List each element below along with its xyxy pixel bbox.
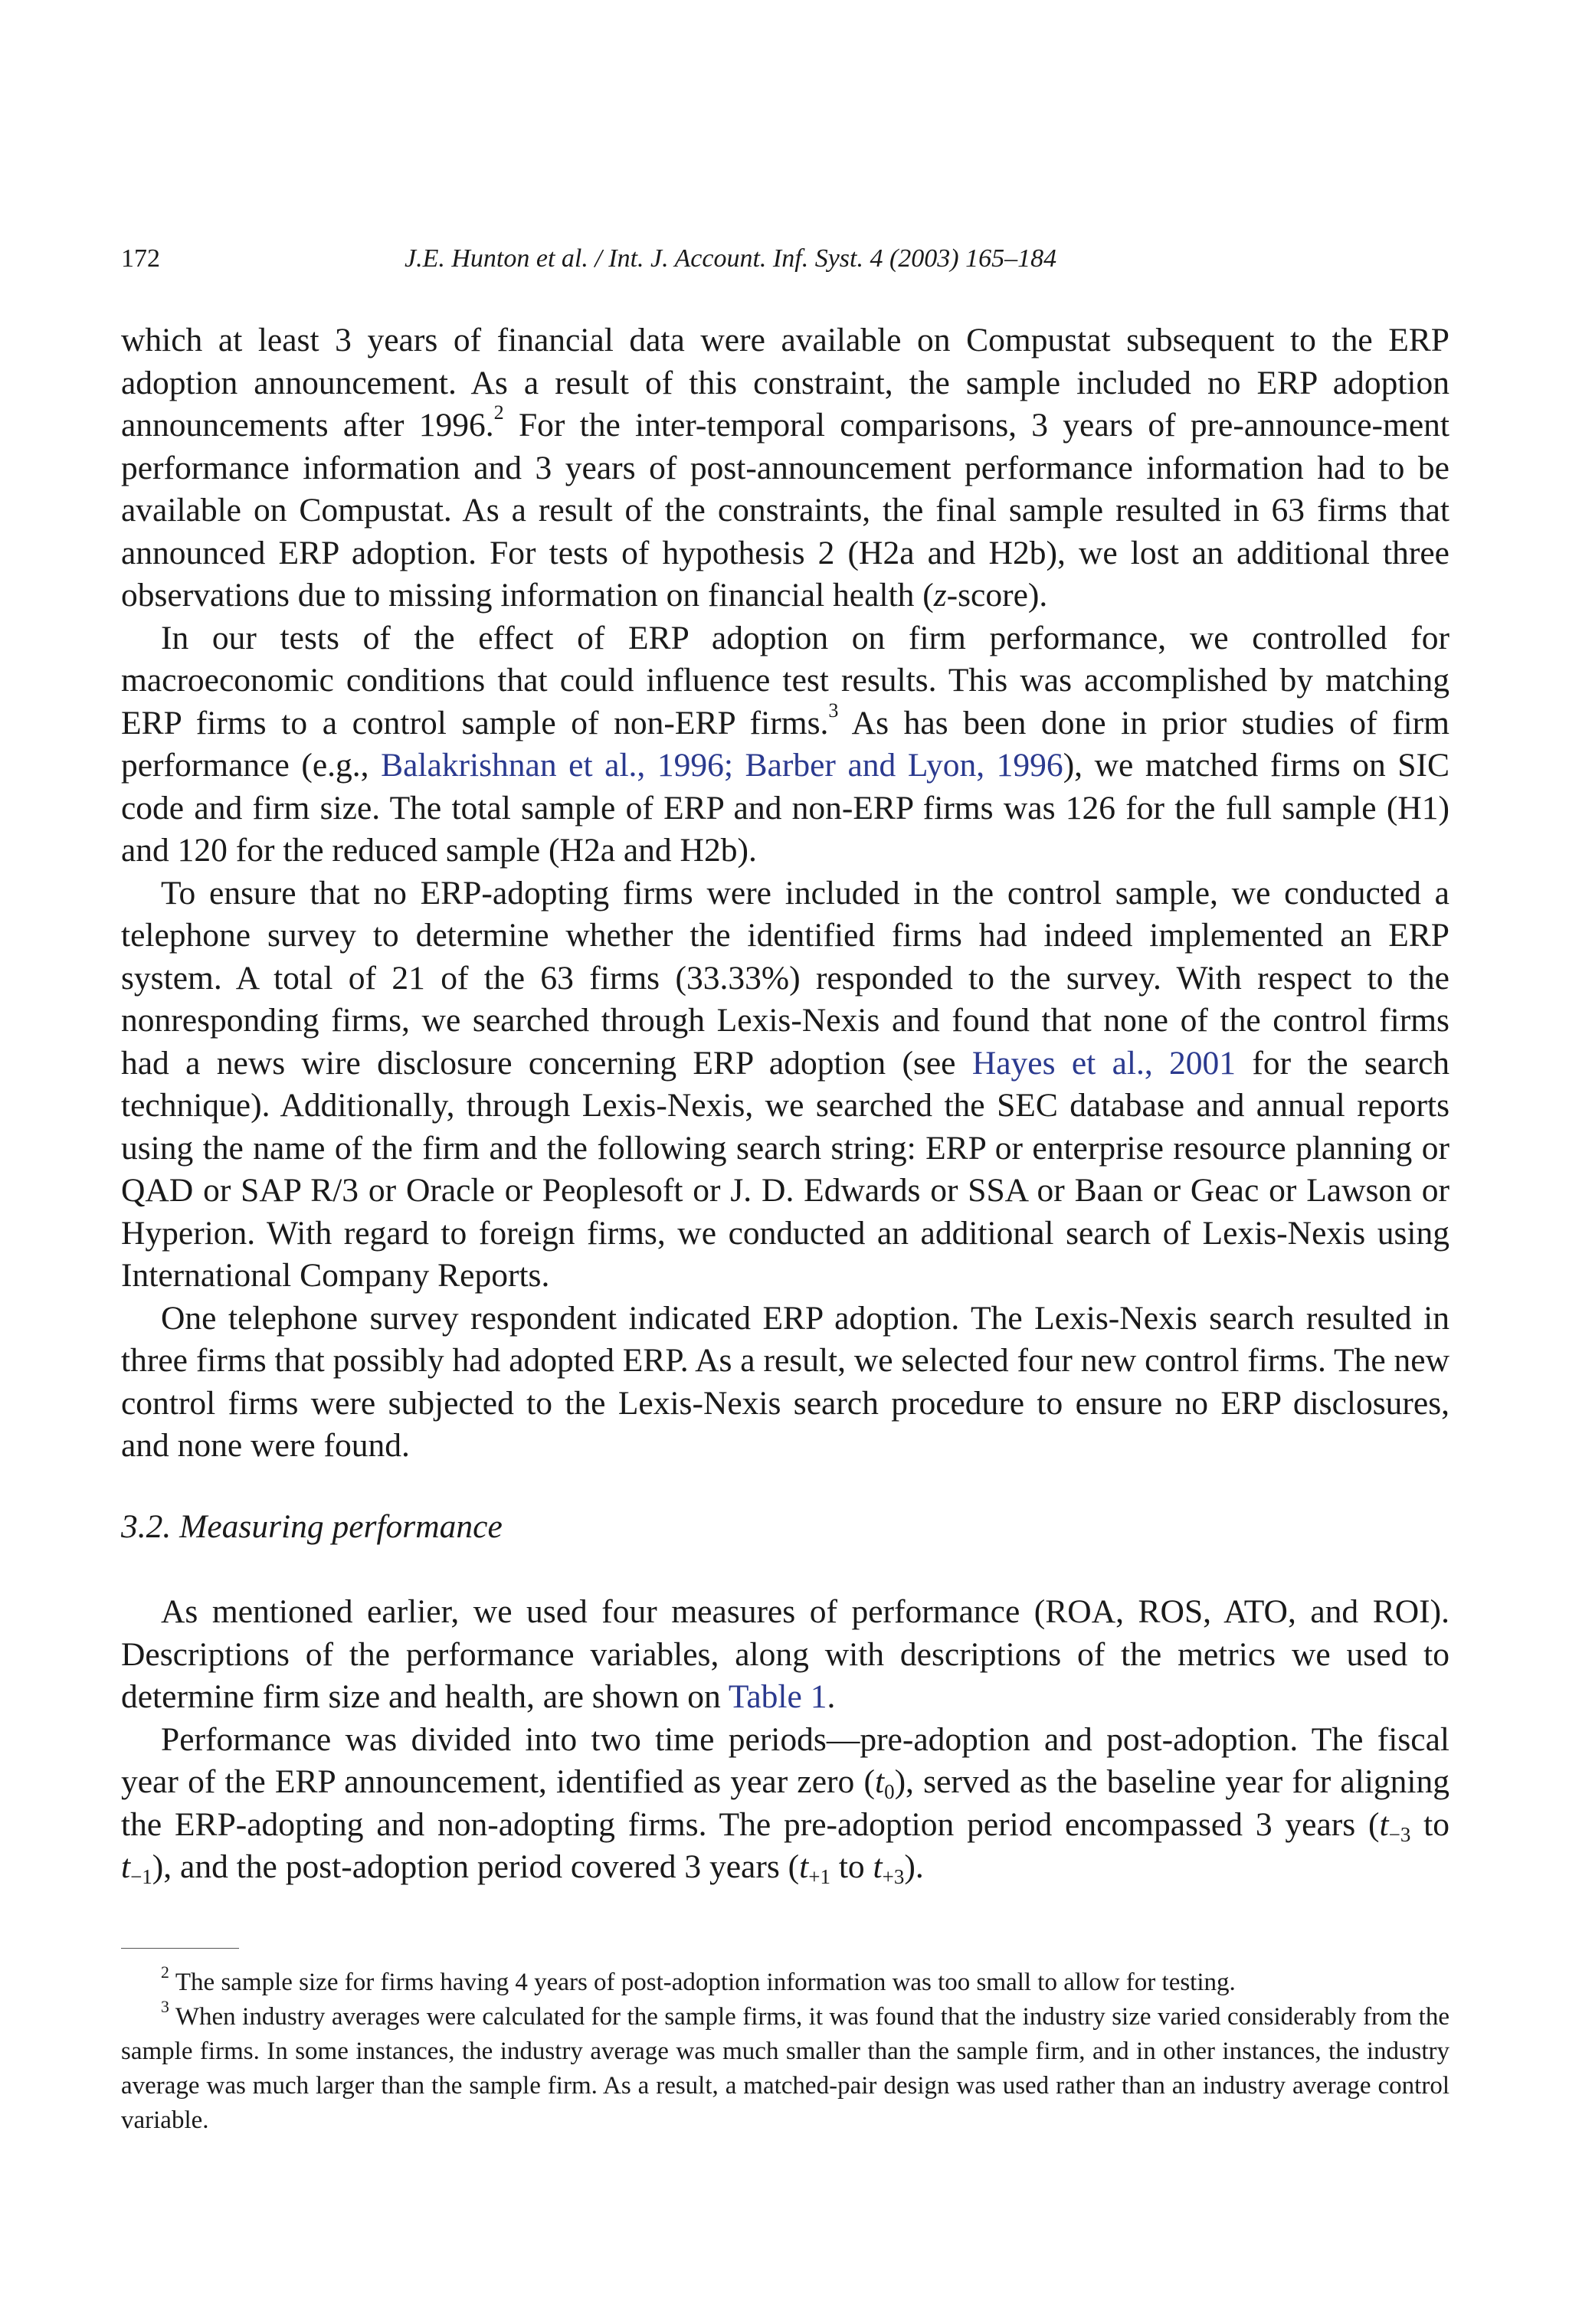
section-heading: 3.2. Measuring performance xyxy=(121,1508,503,1545)
paragraph-1: which at least 3 years of financial data were available on Compustat subsequent to the ERP adoption announcement. As a result of this constraint, the sample included no ERP adoption announcements after 1996.$^2$ For the inter-temporal comparisons, 3 years of pre-announce-ment performance information and 3 years of post-announcement performance information had to be available on Compustat. As a result of the constraints, the final sample resulted in 63 firms that announced ERP adoption. For tests of hypothesis 2 (H2a and H2b), we lost an additional three observations due to missing information on financial health (z-score). xyxy=(121,322,1449,614)
table-1-link[interactable]: Table 1 xyxy=(728,1678,827,1715)
body-text xyxy=(121,319,1449,1468)
footnote-2: $^2$ The sample size for firms having 4 years of post-adoption information was too small to allow for testing. xyxy=(161,1962,1236,1996)
paragraph-5: As mentioned earlier, we used four measures of performance (ROA, ROS, ATO, and ROI). Descriptions of the performance variables, along with descriptions of the metrics we used to determine firm size and health, are shown on Table 1. xyxy=(121,1593,1449,1715)
footnotes xyxy=(121,1962,1449,2138)
footnote-ref-2[interactable]: 2 xyxy=(493,401,504,424)
paragraph-2: In our tests of the effect of ERP adoption on firm performance, we controlled for macroeconomic conditions that could influence test results. This was accomplished by matching ERP firms to a control sample of non-ERP firms.$^3$ As has been done in prior studies of firm performance (e.g., Balakrishnan et al., 1996; Barber and Lyon, 1996), we matched firms on SIC code and firm size. The total sample of ERP and non-ERP firms was 126 for the full sample (H1) and 120 for the reduced sample (H2a and H2b). xyxy=(121,619,1450,869)
citation-link-hayes[interactable]: Hayes et al., 2001 xyxy=(971,1044,1237,1082)
page-number: 172 xyxy=(121,244,160,273)
running-title: J.E. Hunton et al. / Int. J. Account. Inf. Syst. 4 (2003) 165–184 xyxy=(405,244,1057,273)
citation-link-balakrishnan-barber[interactable]: Balakrishnan et al., 1996; Barber and Lyon, 1996 xyxy=(381,747,1063,784)
paragraph-6: Performance was divided into two time periods—pre-adoption and post-adoption. The fiscal year of the ERP announcement, identified as year zero $(t_0)$, served as the baseline year for aligning the ERP-adopting and non-adopting firms. The pre-adoption period encompassed 3 years ($t_{-3}$ to $t_{-1}$), and the post-adoption period covered 3 years ($t_{+1}$ to $t_{+3}$). xyxy=(121,1720,1449,1889)
footnote-3: $^3$ When industry averages were calculated for the sample firms, it was found that the industry size varied considerably from the sample firms. In some instances, the industry average was much smaller than the sample firm, and in other instances, the industry average was much larger than the sample firm. As a result, a matched-pair design was used rather than an industry average control variable. xyxy=(121,1997,1449,2134)
footnote-divider xyxy=(121,1948,239,1949)
paragraph-4: One telephone survey respondent indicated ERP adoption. The Lexis-Nexis search resulted in three firms that possibly had adopted ERP. As a result, we selected four new control firms. The new control firms were subjected to the Lexis-Nexis search procedure to ensure no ERP disclosures, and none were found. xyxy=(121,1299,1449,1464)
paragraph-3: To ensure that no ERP-adopting firms were included in the control sample, we conducted a telephone survey to determine whether the identified firms had indeed implemented an ERP system. A total of 21 of the 63 firms (33.33%) responded to the survey. With respect to the nonresponding firms, we searched through Lexis-Nexis and found that none of the control firms had a news wire disclosure concerning ERP adoption (see Hayes et al., 2001 for the search technique). Additionally, through Lexis-Nexis, we searched the SEC database and annual reports using the name of the firm and the following search string: ERP or enterprise resource planning or QAD or SAP R/3 or Oracle or Peoplesoft or J. D. Edwards or SSA or Baan or Geac or Lawson or Hyperion. With regard to foreign firms, we conducted an additional search of Lexis-Nexis using International Company Reports. xyxy=(121,874,1450,1294)
footnote-ref-3[interactable]: 3 xyxy=(828,699,839,722)
section-body xyxy=(121,1591,1449,1889)
running-header xyxy=(121,244,1449,274)
